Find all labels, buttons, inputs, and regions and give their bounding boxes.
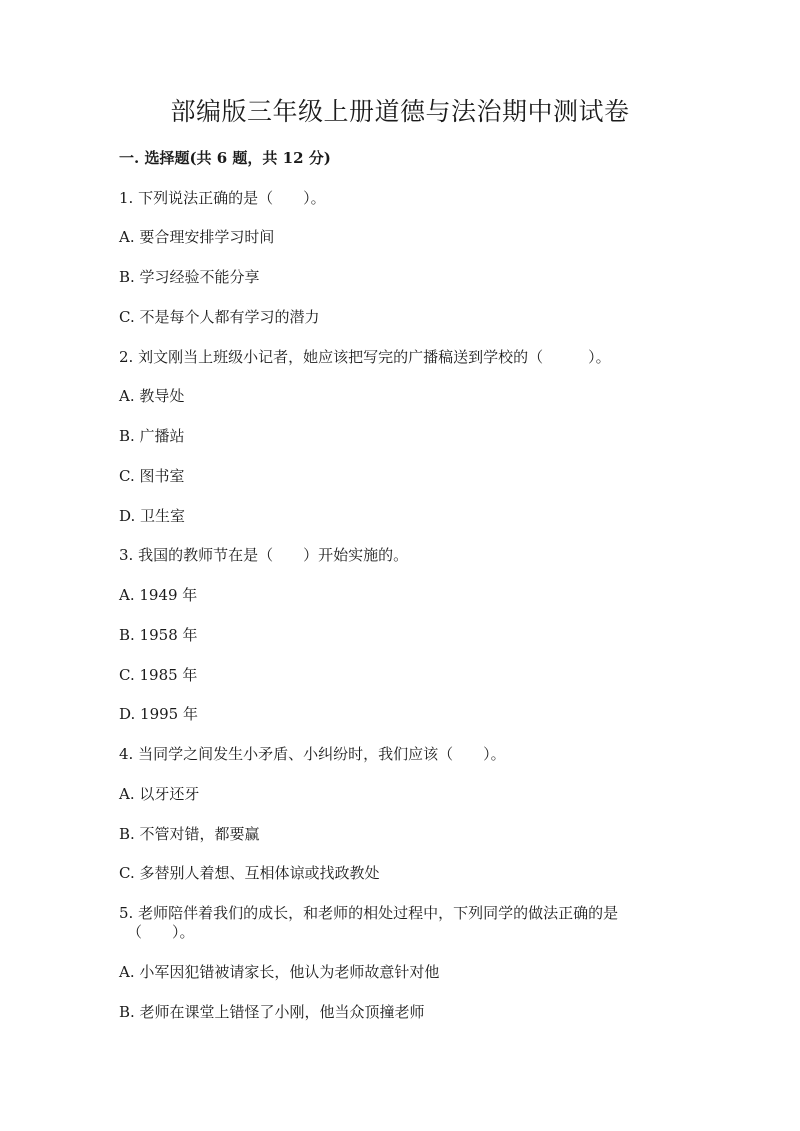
- question-5-option-a: A. 小军因犯错被请家长，他认为老师故意针对他: [119, 963, 440, 981]
- question-4-option-c: C. 多替别人着想、互相体谅或找政教处: [119, 864, 380, 882]
- question-2-option-b: B. 广播站: [119, 427, 185, 445]
- question-3-stem: 3. 我国的教师节在是（ ）开始实施的。: [119, 546, 409, 564]
- question-3-option-b: B. 1958 年: [119, 626, 198, 644]
- question-5-option-b: B. 老师在课堂上错怪了小刚，他当众顶撞老师: [119, 1003, 425, 1021]
- question-3-option-a: A. 1949 年: [119, 586, 198, 604]
- section-heading: 一. 选择题(共 6 题，共 12 分): [119, 149, 331, 167]
- question-4-option-b: B. 不管对错，都要赢: [119, 825, 260, 843]
- question-1-option-a: A. 要合理安排学习时间: [119, 228, 275, 246]
- question-1-option-b: B. 学习经验不能分享: [119, 268, 260, 286]
- question-3-option-c: C. 1985 年: [119, 666, 198, 684]
- question-2-option-d: D. 卫生室: [119, 507, 186, 525]
- question-1-stem: 1. 下列说法正确的是（ ）。: [119, 189, 326, 207]
- question-2-option-a: A. 教导处: [119, 387, 185, 405]
- question-4-stem: 4. 当同学之间发生小矛盾、小纠纷时，我们应该（ ）。: [119, 745, 506, 763]
- question-5-stem-line-2: （ ）。: [127, 923, 195, 941]
- question-2-stem: 2. 刘文刚当上班级小记者，她应该把写完的广播稿送到学校的（ ）。: [119, 348, 611, 366]
- page-title: 部编版三年级上册道德与法治期中测试卷: [170, 97, 630, 126]
- question-4-option-a: A. 以牙还牙: [119, 785, 200, 803]
- question-5-stem-line-1: 5. 老师陪伴着我们的成长，和老师的相处过程中，下列同学的做法正确的是: [119, 904, 619, 922]
- question-2-option-c: C. 图书室: [119, 467, 185, 485]
- question-3-option-d: D. 1995 年: [119, 705, 198, 723]
- question-1-option-c: C. 不是每个人都有学习的潜力: [119, 308, 320, 326]
